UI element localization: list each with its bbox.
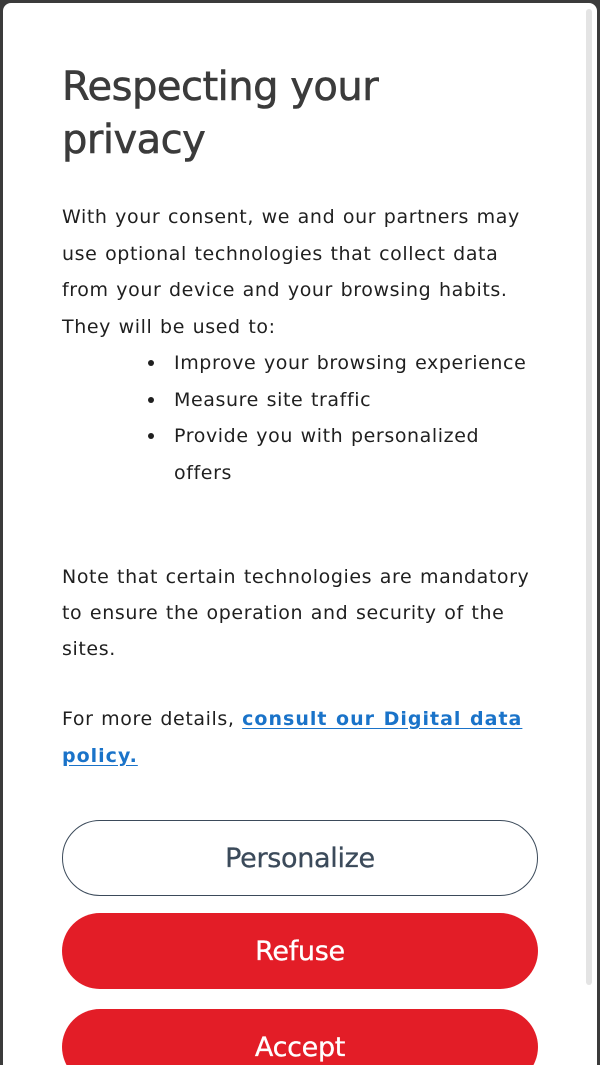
refuse-button[interactable]: Refuse (62, 913, 538, 989)
mandatory-note: Note that certain technologies are mandatory to ensure the operation and security of the sites. (62, 566, 530, 660)
intro-text: With your consent, we and our partners may use optional technologies that collect data from your device and your browsing habits. They will be used to: (62, 206, 520, 338)
details-prefix: For more details, (62, 708, 235, 730)
purpose-list (174, 345, 544, 491)
privacy-consent-dialog (3, 3, 597, 1065)
purpose-item: Provide you with personalized offers (174, 418, 544, 491)
details-text (62, 701, 542, 775)
purpose-item: Improve your browsing experience (174, 345, 544, 382)
dialog-scrollbar[interactable] (586, 9, 592, 985)
dialog-title: Respecting your privacy (62, 64, 379, 163)
purpose-item: Measure site traffic (174, 382, 544, 419)
accept-button[interactable]: Accept (62, 1009, 538, 1065)
digital-data-policy-link[interactable]: consult our Digital data policy. (62, 708, 523, 767)
personalize-button[interactable]: Personalize (62, 820, 538, 896)
